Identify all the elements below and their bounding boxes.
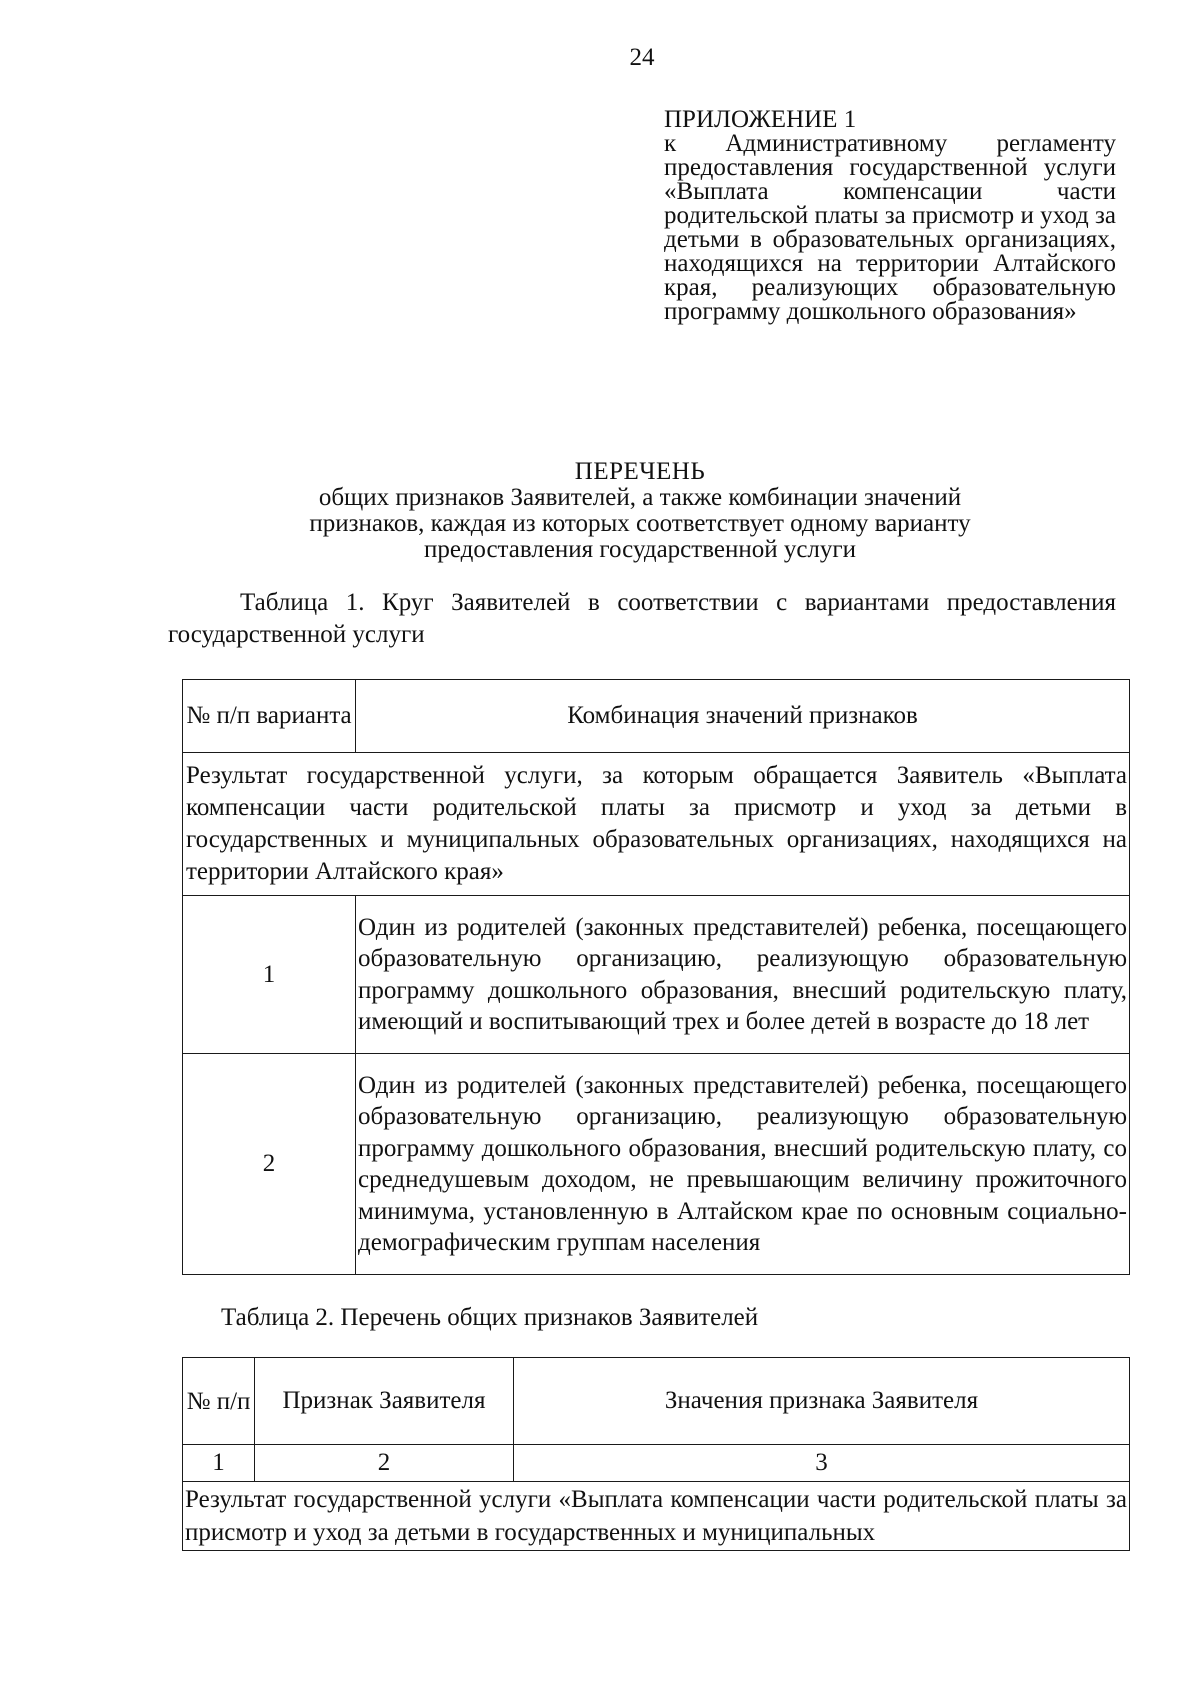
heading-line: предоставления государственной услуги — [423, 536, 857, 563]
variant-number: 1 — [183, 896, 356, 1054]
heading-line: признаков, каждая из которых соответствует одному варианту — [309, 510, 971, 537]
column-index: 1 — [183, 1445, 255, 1482]
table-result-row — [183, 753, 1130, 896]
header-sign: Признак Заявителя — [255, 1358, 514, 1445]
table1-caption: Таблица 1. Круг Заявителей в соответствии с вариантами предоставления государственной услуги — [168, 589, 1116, 648]
header-number: № п/п — [183, 1358, 255, 1445]
applicants-variants-table — [182, 679, 1130, 1275]
appendix-block — [664, 108, 1116, 324]
variant-combination: Один из родителей (законных представителей) ребенка, посещающего образовательную организацию, реализующую образовательную программу дошкольного образования, внесший родительскую плату, имеющий и воспитывающий трех и более детей в возрасте до 18 лет — [356, 896, 1130, 1054]
heading-title: ПЕРЕЧЕНЬ — [574, 458, 706, 485]
heading-line: общих признаков Заявителей, а также комбинации значений — [318, 484, 962, 511]
table2-caption: Таблица 2. Перечень общих признаков Заявителей — [221, 1304, 759, 1331]
header-sign-values: Значения признака Заявителя — [514, 1358, 1130, 1445]
appendix-text: к Административному регламенту предоставления государственной услуги «Выплата компенсации части родительской платы за присмотр и уход за детьми в образовательных организациях, находящихся на территории Алтайского края, реализующих образовательную программу дошкольного образования» — [664, 130, 1116, 325]
header-combination: Комбинация значений признаков — [356, 680, 1130, 753]
header-variant-number: № п/п варианта — [183, 680, 356, 753]
column-index: 2 — [255, 1445, 514, 1482]
table-row — [183, 1054, 1130, 1275]
variant-combination: Один из родителей (законных представителей) ребенка, посещающего образовательную организацию, реализующую образовательную программу дошкольного образования, внесший родительскую плату, со среднедушевым доходом, не превышающим величину прожиточного минимума, установленную в Алтайском крае по основным социально-демографическим группам населения — [356, 1054, 1130, 1275]
column-index: 3 — [514, 1445, 1130, 1482]
service-result-cell: Результат государственной услуги «Выплата компенсации части родительской платы за присмотр и уход за детьми в государственных и муниципальных — [183, 1482, 1130, 1551]
table-result-row — [183, 1482, 1130, 1551]
applicant-signs-table — [182, 1357, 1130, 1551]
appendix-title: ПРИЛОЖЕНИЕ 1 — [664, 106, 857, 133]
page-number: 24 — [629, 44, 655, 71]
variant-number: 2 — [183, 1054, 356, 1275]
table-index-row — [183, 1445, 1130, 1482]
service-result-cell: Результат государственной услуги, за которым обращается Заявитель «Выплата компенсации части родительской платы за присмотр и уход за детьми в государственных и муниципальных образовательных организациях, находящихся на территории Алтайского края» — [183, 753, 1130, 896]
document-heading — [180, 459, 1100, 563]
table-header-row — [183, 1358, 1130, 1445]
table-header-row — [183, 680, 1130, 753]
table-row — [183, 896, 1130, 1054]
